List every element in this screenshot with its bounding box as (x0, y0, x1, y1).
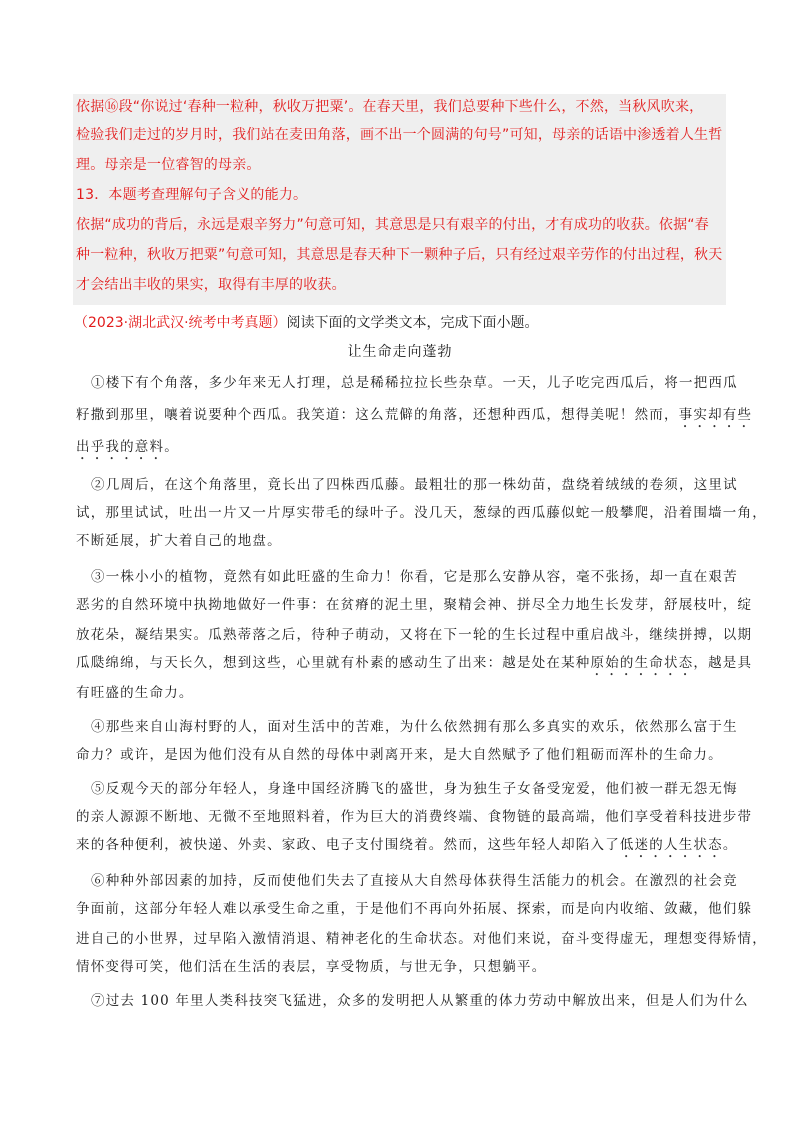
answer-line-6: 种一粒种，秋收万把粟”句意可知，其意思是春天种下一颗种子后，只有经过艰辛劳作的付出过程，秋天 (76, 247, 723, 263)
paragraph-6-line-3: 进自己的小世界，过早陷入激情消退、精神老化的生命状态。对他们来说，奋斗变得虚无，理想变得矫情， (76, 931, 767, 947)
article-title: 让生命走向蓬勃 (347, 344, 453, 360)
answer-line-5: 依据“成功的背后，永远是艰辛努力”句意可知，其意思是只有艰辛的付出，才有成功的收获。依据“春 (76, 217, 709, 233)
emphasized-phrase: 出乎我的意料 (76, 439, 165, 455)
paragraph-6-line-4: 情怀变得可笑，他们活在生活的表层，享受物质，与世无争，只想躺平。 (76, 959, 547, 975)
paragraph-1-line-1: ①楼下有个角落，多少年来无人打理，总是稀稀拉拉长些杂草。一天，儿子吃完西瓜后，将一把西瓜 (91, 375, 738, 391)
paragraph-1-line-2: 籽撒到那里，嚷着说要种个西瓜。我笑道：这么荒僻的角落，还想种西瓜，想得美呢！然而，事实却有些 (76, 407, 753, 423)
exam-source-tag: （2023·湖北武汉·统考中考真题） (74, 315, 287, 331)
reading-instruction: 阅读下面的文学类文本，完成下面小题。 (286, 315, 539, 331)
answer-line-4: 13．本题考查理解句子含义的能力。 (76, 187, 308, 203)
answer-line-2: 检验我们走过的岁月时，我们站在麦田角落，画不出一个圆满的句号”可知，母亲的话语中渗透着人生哲 (76, 127, 723, 143)
question-source-line (74, 312, 539, 334)
answer-line-7: 才会结出丰收的果实，取得有丰厚的收获。 (76, 277, 346, 293)
emphasized-phrase: 低迷的人生状态 (619, 837, 723, 853)
paragraph-2-line-3: 不断延展，扩大着自己的地盘。 (76, 533, 282, 549)
paragraph-5-line-1: ⑤反观今天的部分年轻人，身逢中国经济腾飞的盛世，身为独生子女备受宠爱，他们被一群无怨无悔 (91, 781, 738, 797)
paragraph-7-line-1: ⑦过去 100 年里人类科技突飞猛进，众多的发明把人从繁重的体力劳动中解放出来，但是人们为什么 (91, 993, 749, 1009)
paragraph-5-line-2: 的亲人源源不断地、无微不至地照料着，作为巨大的消费终端、食物链的最高端，他们享受着科技进步带 (76, 809, 753, 825)
paragraph-3-line-5: 有旺盛的生命力。 (76, 685, 194, 701)
paragraph-3-line-1: ③一株小小的植物，竟然有如此旺盛的生命力！你看，它是那么安静从容，毫不张扬，却一直在艰苦 (91, 569, 738, 585)
paragraph-2-line-1: ②几周后，在这个角落里，竟长出了四株西瓜藤。最粗壮的那一株幼苗，盘绕着绒绒的卷须，这里试 (91, 477, 738, 493)
answer-line-1: 依据⑯段“你说过‘春种一粒种，秋收万把粟’。在春天里，我们总要种下些什么，不然，当秋风吹来， (76, 99, 704, 115)
answer-line-3: 理。母亲是一位睿智的母亲。 (76, 157, 261, 173)
paragraph-3-line-4: 瓜瓞绵绵，与天长久，想到这些，心里就有朴素的感动生了出来：越是处在某种原始的生命状态，越是具 (76, 655, 753, 671)
paragraph-6-line-1: ⑥种种外部因素的加持，反而使他们失去了直接从大自然母体获得生活能力的机会。在激烈的社会竞 (91, 873, 738, 889)
emphasized-phrase: 原始的生命状态 (590, 655, 694, 671)
paragraph-4-line-1: ④那些来自山海村野的人，面对生活中的苦难，为什么依然拥有那么多真实的欢乐，依然那么富于生 (91, 719, 738, 735)
paragraph-1-line-3: 出乎我的意料。 (76, 439, 179, 455)
paragraph-4-line-2: 命力？或许，是因为他们没有从自然的母体中剥离开来，是大自然赋予了他们粗砺而浑朴的生命力。 (76, 747, 723, 763)
paragraph-3-line-2: 恶劣的自然环境中执拗地做好一件事：在贫瘠的泥土里，聚精会神、拼尽全力地生长发芽，舒展枝叶，绽 (76, 597, 753, 613)
paragraph-2-line-2: 试，那里试试，吐出一片又一片厚实带毛的绿叶子。没几天，葱绿的西瓜藤似蛇一般攀爬，沿着围墙一角， (76, 505, 767, 521)
paragraph-6-line-2: 争面前，这部分年轻人难以承受生命之重，于是他们不再向外拓展、探索，而是向内收缩、敛藏，他们躲 (76, 901, 753, 917)
paragraph-3-line-3: 放花朵，凝结果实。瓜熟蒂落之后，待种子萌动，又将在下一轮的生长过程中重启战斗，继续拼搏，以期 (76, 627, 753, 643)
emphasized-phrase: 事实却有些 (678, 407, 753, 423)
paragraph-5-line-3: 来的各种便利，被快递、外卖、家政、电子支付围绕着。然而，这些年轻人却陷入了低迷的人生状态。 (76, 837, 738, 853)
